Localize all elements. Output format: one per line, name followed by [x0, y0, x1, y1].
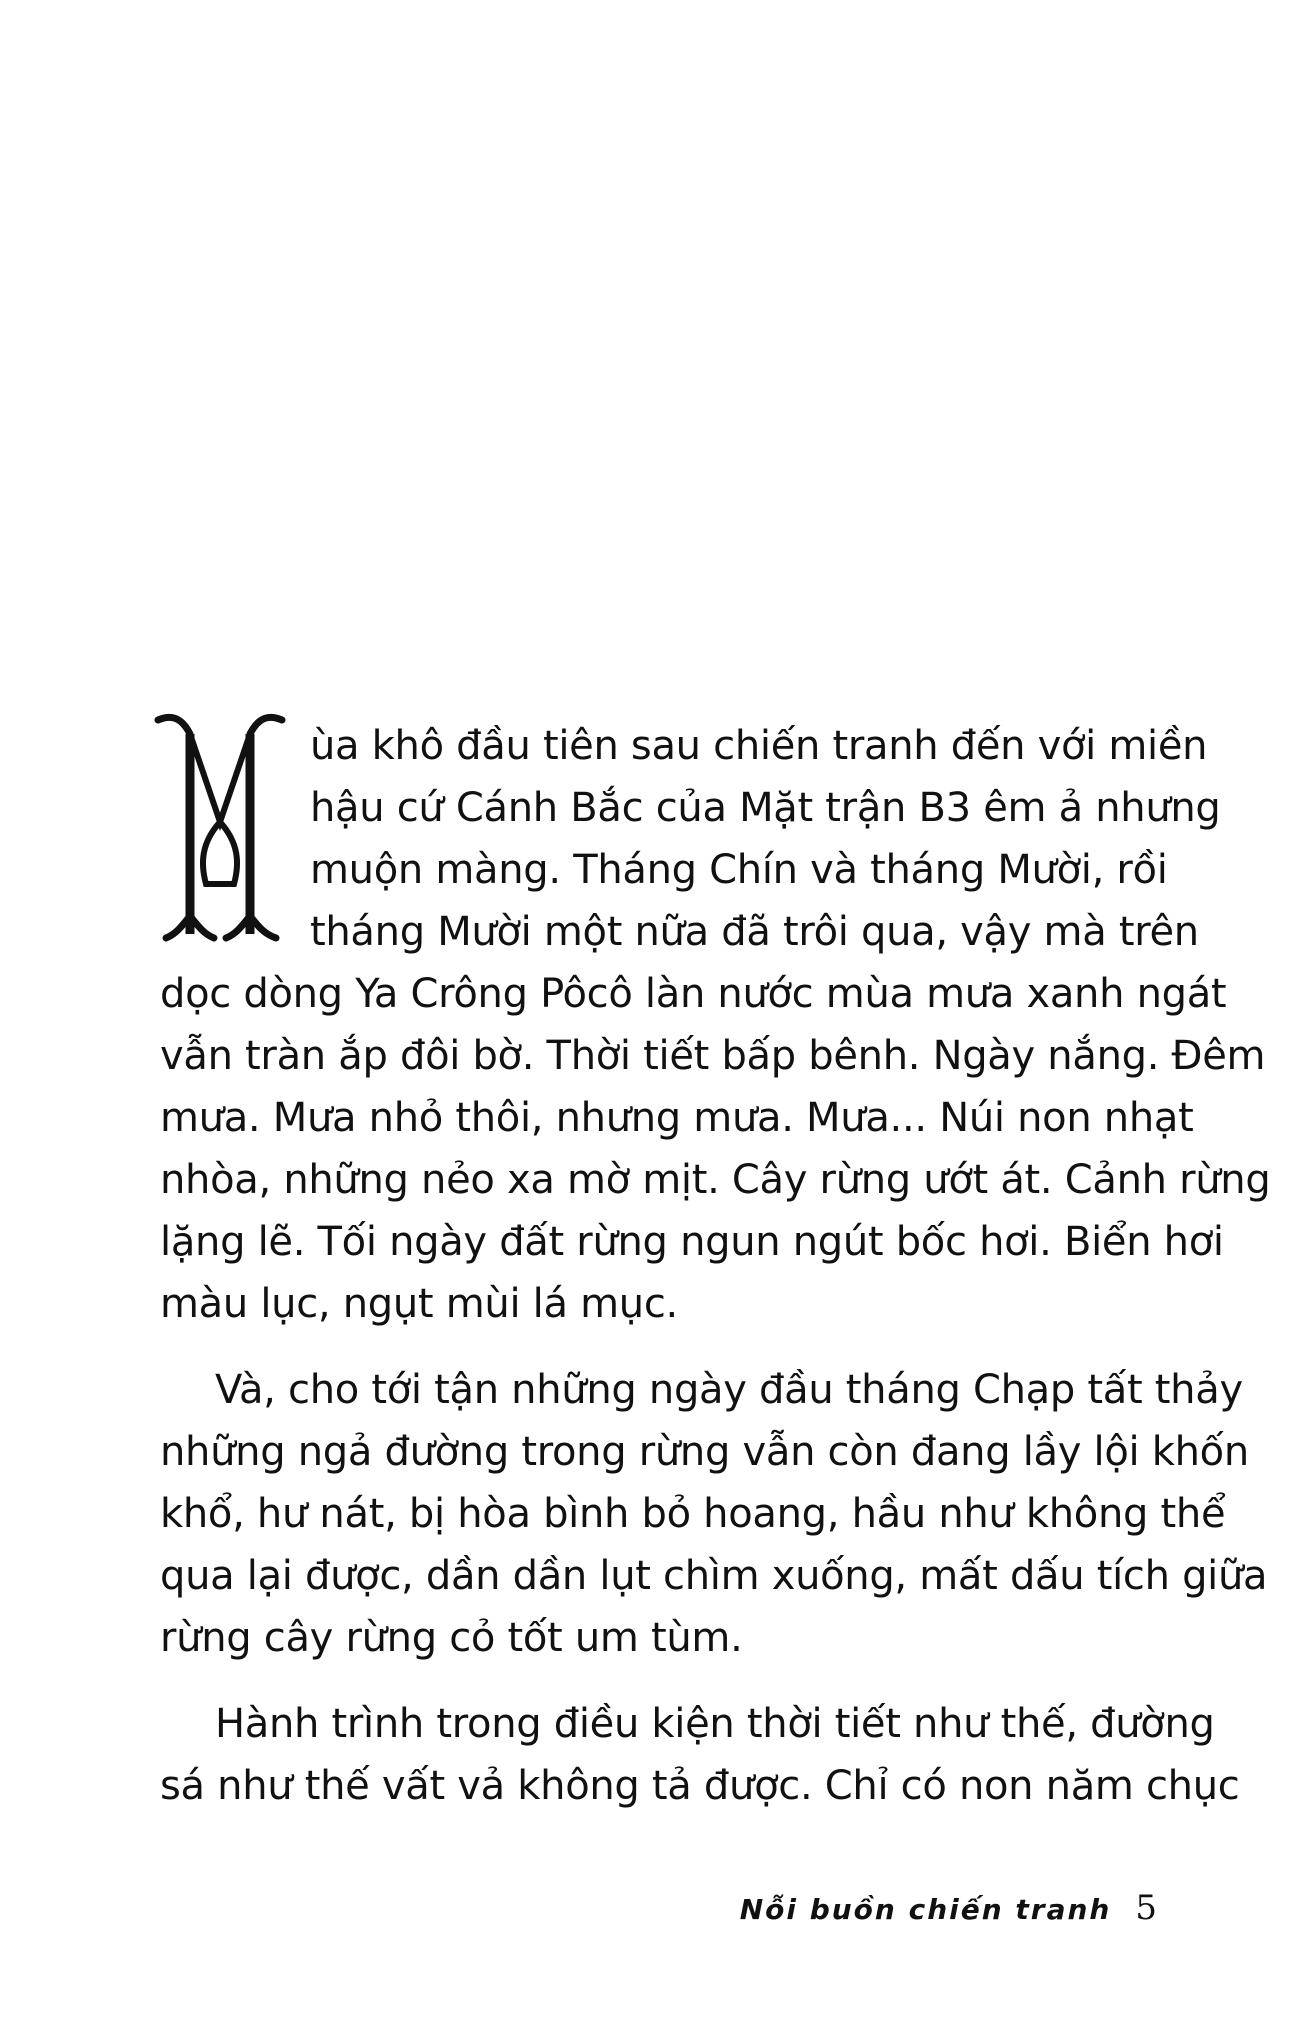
page-number: 5	[1135, 1888, 1159, 1928]
body-text	[160, 715, 1271, 1817]
text-line: Hành trình trong điều kiện thời tiết như thế, đường	[215, 1701, 1215, 1747]
text-line: dọc dòng Ya Crông Pôcô làn nước mùa mưa xanh ngát	[160, 971, 1227, 1017]
paragraph-3	[160, 1693, 1240, 1817]
text-line: tháng Mười một nữa đã trôi qua, vậy mà trên	[310, 909, 1199, 955]
text-line: màu lục, ngụt mùi lá mục.	[160, 1281, 678, 1327]
text-line: mưa. Mưa nhỏ thôi, nhưng mưa. Mưa... Núi non nhạt	[160, 1095, 1194, 1141]
running-title: Nỗi buồn chiến tranh	[739, 1893, 1112, 1926]
text-line: ùa khô đầu tiên sau chiến tranh đến với miền	[310, 723, 1208, 769]
text-line: hậu cứ Cánh Bắc của Mặt trận B3 êm ả nhưng	[310, 785, 1221, 831]
text-line: Và, cho tới tận những ngày đầu tháng Chạp tất thảy	[215, 1367, 1243, 1413]
text-line: khổ, hư nát, bị hòa bình bỏ hoang, hầu như không thể	[160, 1491, 1226, 1537]
paragraph-1-rest	[160, 963, 1271, 1335]
text-line: nhòa, những nẻo xa mờ mịt. Cây rừng ướt át. Cảnh rừng	[160, 1157, 1271, 1203]
paragraph-2	[160, 1359, 1268, 1669]
page-footer	[740, 1888, 1159, 1928]
paragraph-spacer	[160, 1669, 1160, 1693]
text-line: lặng lẽ. Tối ngày đất rừng ngun ngút bốc hơi. Biển hơi	[160, 1219, 1224, 1265]
text-line: vẫn tràn ắp đôi bờ. Thời tiết bấp bênh. Ngày nắng. Đêm	[160, 1033, 1266, 1079]
text-line: qua lại được, dần dần lụt chìm xuống, mất dấu tích giữa	[160, 1553, 1268, 1599]
text-line: muộn màng. Tháng Chín và tháng Mười, rồi	[310, 847, 1168, 893]
paragraph-spacer	[160, 1335, 1160, 1359]
text-line: rừng cây rừng cỏ tốt um tùm.	[160, 1615, 743, 1661]
paragraph-1-opening	[160, 715, 1221, 963]
text-line: sá như thế vất vả không tả được. Chỉ có non năm chục	[160, 1763, 1240, 1809]
text-line: những ngả đường trong rừng vẫn còn đang lầy lội khốn	[160, 1429, 1249, 1475]
